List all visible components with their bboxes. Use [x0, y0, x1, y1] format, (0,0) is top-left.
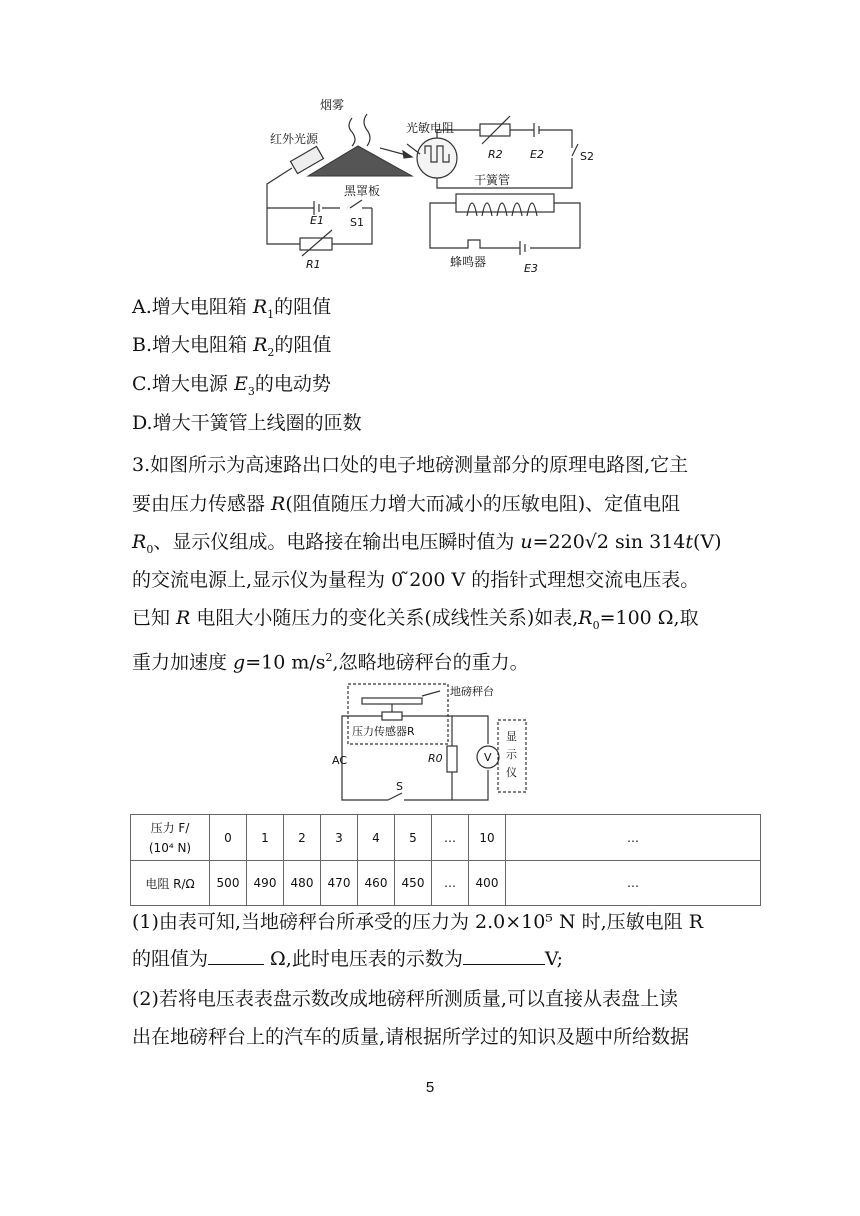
q3-line-2: 要由压力传感器 R(阻值随压力增大而减小的压敏电阻)、定值电阻 — [132, 493, 681, 515]
table-cell: 460 — [358, 861, 395, 906]
smoke-label: 烟雾 — [320, 98, 345, 112]
table-cell: 0 — [210, 815, 247, 861]
s2-label: S2 — [580, 150, 594, 163]
sensor-label: 压力传感器R — [352, 725, 415, 738]
reed-switch-label: 干簧管 — [474, 173, 511, 187]
table-cell: 450 — [395, 861, 432, 906]
r1-label: R1 — [306, 258, 321, 271]
table-cell: 1 — [247, 815, 284, 861]
sub2-line-2: 出在地磅秤台上的汽车的质量,请根据所学过的知识及题中所给数据 — [132, 1026, 690, 1048]
table-header-resistance: 电阻 R/Ω — [131, 861, 210, 906]
table-header-force: 压力 F/ (10⁴ N) — [131, 815, 210, 861]
pressure-resistance-table — [130, 814, 761, 906]
option-b: B.增大电阻箱 $R_2$的阻值 — [132, 334, 332, 359]
table-cell: 400 — [469, 861, 506, 906]
table-row — [131, 861, 761, 906]
q3-line-3: $R_0$、显示仪组成。电路接在输出电压瞬时值为 u=220√2 sin 314t(V) — [132, 531, 722, 556]
smoke-alarm-circuit-diagram — [262, 96, 592, 276]
table-cell: 3 — [321, 815, 358, 861]
r2-label: R2 — [488, 148, 503, 161]
display-label-3: 仪 — [506, 766, 517, 779]
sub1-line-2: 的阻值为 Ω,此时电压表的示数为 V; — [132, 948, 564, 970]
table-cell: 480 — [284, 861, 321, 906]
table-cell: 500 — [210, 861, 247, 906]
voltmeter-label: V — [484, 751, 492, 764]
table-cell: 2 — [284, 815, 321, 861]
e1-label: E1 — [310, 214, 324, 227]
display-label-1: 显 — [506, 730, 517, 743]
table-cell: … — [432, 815, 469, 861]
table-cell: … — [506, 861, 761, 906]
option-c: C.增大电源 $E_3$的电动势 — [132, 373, 331, 398]
table-cell: 10 — [469, 815, 506, 861]
e2-label: E2 — [530, 148, 544, 161]
table-cell: … — [432, 861, 469, 906]
answer-blank-voltage[interactable] — [463, 964, 545, 965]
q3-line-6: 重力加速度 g=10 $m/s^2$,忽略地磅秤台的重力。 — [132, 651, 529, 674]
e3-label: E3 — [524, 262, 538, 275]
table-row — [131, 815, 761, 861]
smoke-alarm-circuit-figure — [262, 96, 592, 276]
switch-label: S — [396, 780, 403, 793]
q3-line-5: 已知 R 电阻大小随压力的变化关系(成线性关系)如表$,R_0=100$ Ω,取 — [132, 607, 699, 632]
table-cell: 5 — [395, 815, 432, 861]
sub2-line-1: (2)若将电压表表盘示数改成地磅秤所测质量,可以直接从表盘上读 — [132, 988, 678, 1010]
table-cell: 490 — [247, 861, 284, 906]
platform-label: 地磅秤台 — [450, 685, 494, 698]
page-number: 5 — [425, 1079, 435, 1096]
sub1-line-1: (1)由表可知,当地磅秤台所承受的压力为 2.0×10⁵ N 时,压敏电阻 R — [132, 911, 704, 933]
ir-source-label: 红外光源 — [270, 132, 319, 146]
weighbridge-circuit-figure — [330, 682, 530, 804]
s1-label: S1 — [350, 216, 364, 229]
photoresistor-label: 光敏电阻 — [406, 121, 455, 135]
option-a: A.增大电阻箱 $R_1$的阻值 — [132, 296, 332, 321]
q3-line-4: 的交流电源上,显示仪为量程为 0 ̃200 V 的指针式理想交流电压表。 — [132, 569, 700, 591]
answer-blank-resistance[interactable] — [208, 964, 264, 965]
display-label-2: 示 — [506, 748, 517, 761]
option-d: D.增大干簧管上线圈的匝数 — [132, 412, 362, 434]
table-cell: 470 — [321, 861, 358, 906]
ac-label: AC — [332, 754, 348, 767]
weighbridge-circuit-diagram — [330, 682, 530, 804]
table-cell: … — [506, 815, 761, 861]
table-cell: 4 — [358, 815, 395, 861]
q3-line-1: 3.如图所示为高速路出口处的电子地磅测量部分的原理电路图,它主 — [132, 454, 689, 476]
black-board-label: 黑罩板 — [344, 184, 381, 198]
buzzer-label: 蜂鸣器 — [450, 255, 487, 269]
r0-label: R0 — [428, 752, 443, 765]
